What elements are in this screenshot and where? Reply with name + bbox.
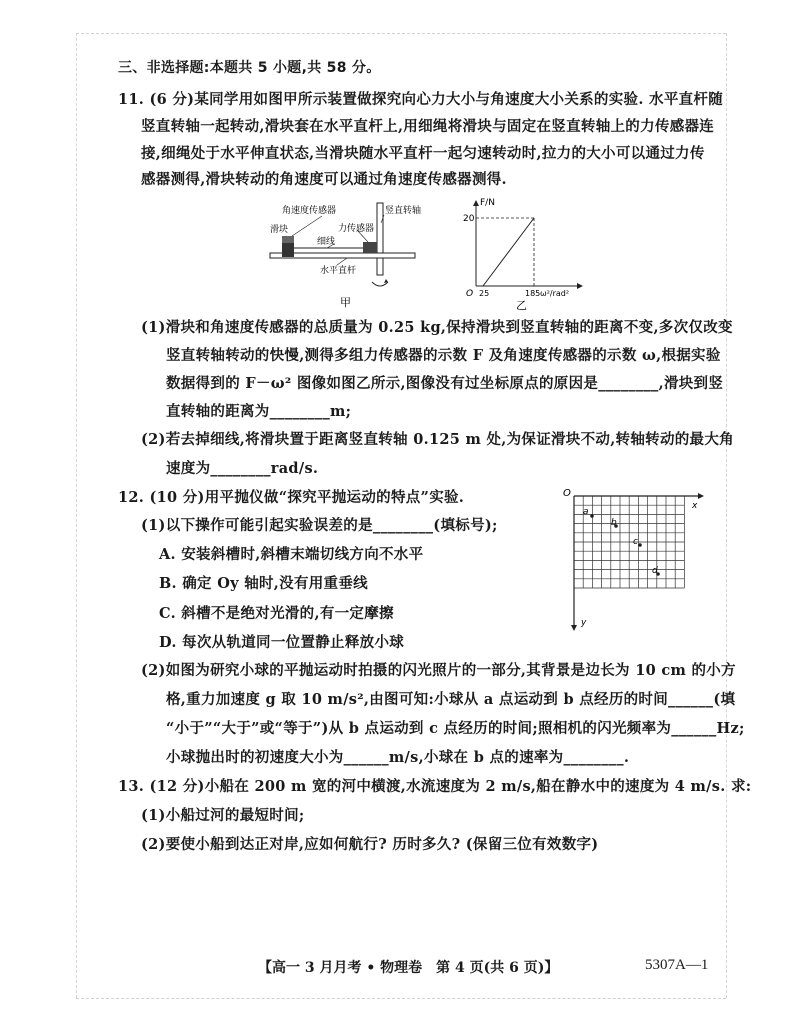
q12-option-b: B. 确定 Oy 轴时,没有用重垂线 [159,575,368,592]
grid-origin-label: O [563,488,571,499]
rotation-arrow-icon [372,282,388,286]
q11-part2-line-2: 速度为________rad/s. [166,460,319,477]
q12-part2-line-1: (2)如图为研究小球的平抛运动时拍摄的闪光照片的一部分,其背景是边长为 10 cm 的小方 [141,662,736,679]
label-slider: 滑块 [270,225,289,235]
y-axis-label: F/N [480,198,495,208]
grid-y-arrow-icon [571,625,577,631]
q12-option-c: C. 斜槽不是绝对光滑的,有一定摩擦 [159,605,394,622]
y-tick-20: 20 [463,214,475,224]
page-footer: 【高一 3 月月考 • 物理卷 第 4 页(共 6 页)】 [258,960,559,976]
figure-yi-graph [456,196,586,310]
label-vertical-shaft: 竖直转轴 [385,206,422,216]
f-omega-line [483,218,534,286]
q12-part2-line-2: 格,重力加速度 g 取 10 m/s²,由图可知:小球从 a 点运动到 b 点经历的时间______(填 [166,691,736,708]
vertical-shaft [377,203,383,275]
grid-x-label: x [692,501,698,511]
q12-option-a: A. 安装斜槽时,斜槽末端切线方向不水平 [159,546,424,563]
paper-code: 5307A—1 [645,957,709,973]
q12-line-2: (1)以下操作可能引起实验误差的是________(填标号); [141,517,498,534]
q12-part2-line-3: “小于”“大于”或“等于”)从 b 点运动到 c 点经历的时间;照相机的闪光频率为______Hz; [166,720,745,737]
q11-line-3: 接,细绳处于水平伸直状态,当滑块随水平直杆一起匀速转动时,拉力的大小可以通过力传 [141,145,705,162]
q11-part1-line-3: 数据得到的 F－ω² 图像如图乙所示,图像没有过坐标原点的原因是________,滑块到竖 [166,375,724,392]
grid-y-label: y [581,618,587,628]
q12-option-d: D. 每次从轨道同一位置静止释放小球 [159,634,405,651]
caption-jia: 甲 [340,296,351,309]
x-tick-25: 25 [479,289,490,298]
point-d-label: d [652,566,658,576]
x-tick-185: 185 [525,289,541,298]
point-c-label: c [633,537,638,547]
q13-line-2: (1)小船过河的最短时间; [141,807,305,824]
section-title: 三、非选择题:本题共 5 小题,共 58 分。 [118,60,381,76]
q13-line-1: 13. (12 分)小船在 200 m 宽的河中横渡,水流速度为 2 m/s,船在静水中的速度为 4 m/s. 求: [118,778,752,795]
q11-part1-line-4: 直转轴的距离为________m; [166,403,352,420]
point-c [638,543,642,547]
q11-part1-line-1: (1)滑块和角速度传感器的总质量为 0.25 kg,保持滑块到竖直转轴的距离不变,多次仅改变 [141,319,733,336]
force-sensor-box [363,242,377,253]
label-string: 细线 [317,237,336,247]
q11-part1-line-2: 竖直转轴转动的快慢,测得多组力传感器的示数 F 及角速度传感器的示数 ω,根据实验 [166,347,721,364]
q11-part2-line-1: (2)若去掉细线,将滑块置于距离竖直转轴 0.125 m 处,为保证滑块不动,转轴转动的最大角 [141,431,734,448]
x-axis-label: ω²/rad² [540,289,570,298]
q11-line-2: 竖直转轴一起转动,滑块套在水平直杆上,用细绳将滑块与固定在竖直转轴上的力传感器连 [141,118,715,135]
figure-jia-apparatus [262,198,422,310]
slider-block [282,242,294,257]
grid-x-arrow-icon [698,493,704,499]
page-border-left [76,33,77,998]
q13-line-3: (2)要使小船到达正对岸,应如何航行? 历时多久? (保留三位有效数字) [141,836,599,853]
q12-grid-figure [560,488,710,636]
page-border-bottom [76,998,726,999]
graph-origin: O [466,289,474,299]
label-angular-sensor: 角速度传感器 [282,206,337,216]
page-border-top [76,33,726,34]
label-horizontal-rod: 水平直杆 [320,266,357,276]
q11-line-1: 11. (6 分)某同学用如图甲所示装置做探究向心力大小与角速度大小关系的实验. 水平直杆随 [118,91,724,108]
angular-sensor-box [282,236,294,243]
y-axis-arrow-icon [473,200,479,206]
q12-line-1: 12. (10 分)用平抛仪做“探究平抛运动的特点”实验. [118,489,465,506]
caption-yi: 乙 [516,299,527,310]
point-a [590,514,594,518]
x-axis-arrow-icon [577,283,583,289]
point-a-label: a [583,507,589,517]
q11-line-4: 感器测得,滑块转动的角速度可以通过角速度传感器测得. [141,171,507,188]
label-force-sensor: 力传感器 [338,224,375,234]
q12-part2-line-4: 小球抛出时的初速度大小为______m/s,小球在 b 点的速率为________. [166,749,630,766]
page-border-right [726,33,727,998]
point-b-label: b [611,518,617,528]
